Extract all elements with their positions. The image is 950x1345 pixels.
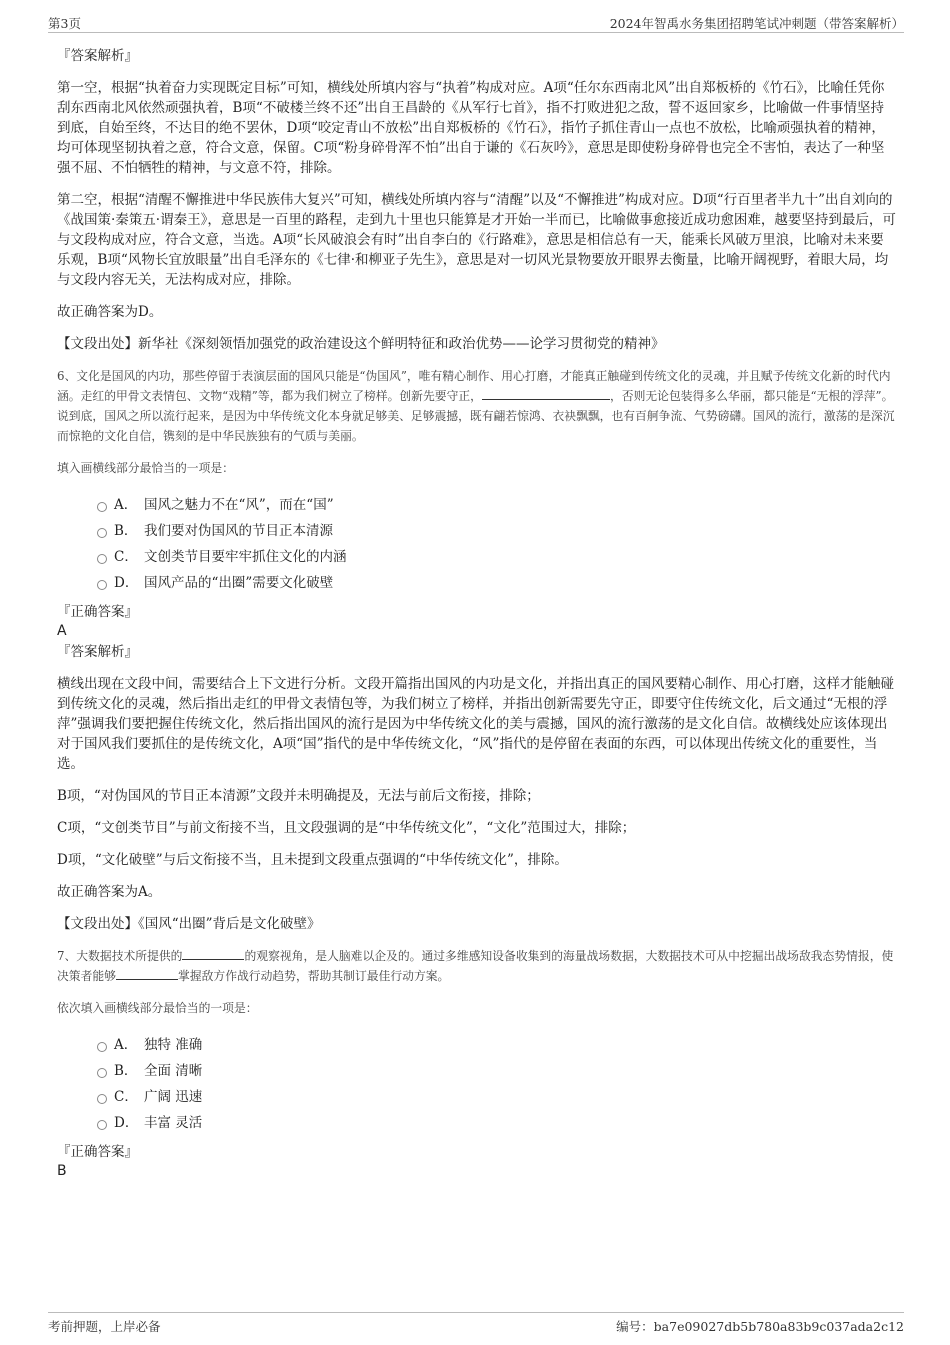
question-7-options xyxy=(57,1032,897,1136)
option-a[interactable] xyxy=(57,492,897,518)
option-b[interactable] xyxy=(57,1058,897,1084)
option-text: 国风之魅力不在“风”，而在“国” xyxy=(144,497,334,513)
source-note: 【文段出处】《国风“出圈”背后是文化破壁》 xyxy=(57,916,321,932)
question-text-part: 掌握敌方作战行动趋势，帮助其制订最佳行动方案。 xyxy=(178,969,450,983)
answer-blank xyxy=(116,967,178,980)
option-letter: A． xyxy=(114,1037,138,1053)
option-letter: B． xyxy=(114,1063,138,1079)
radio-icon[interactable] xyxy=(97,528,107,538)
option-letter: C． xyxy=(114,1089,138,1105)
analysis-paragraph: D项，“文化破壁”与后文衔接不当，且未提到文段重点强调的“中华传统文化”，排除。 xyxy=(57,852,568,868)
analysis-conclusion: 故正确答案为D。 xyxy=(57,304,163,320)
option-c[interactable] xyxy=(57,544,897,570)
option-d[interactable] xyxy=(57,1110,897,1136)
option-letter: B． xyxy=(114,523,138,539)
question-instruction: 依次填入画横线部分最恰当的一项是： xyxy=(57,1001,258,1015)
radio-icon[interactable] xyxy=(97,1042,107,1052)
analysis-paragraph: 第一空，根据“执着奋力实现既定目标”可知，横线处所填内容与“执着”构成对应。A项“任尔东西南北风”出自郑板桥的《竹石》，比喻任凭你刮东西南北风依然顽强执着，B项“不破楼兰终不还”出自王昌龄的《从军行七首》，指不打败进犯之敌，誓不返回家乡，比喻做一件事情坚持到底，自始至终，不达目的绝不罢休，D项“咬定青山不放松”出自郑板桥的《竹石》，指竹子抓住青山一点也不放松，比喻顽强执着的精神，均可体现坚韧执着之意，符合文意，保留。C项“粉身碎骨浑不怕”出自于谦的《石灰吟》，意思是即使粉身碎骨也完全不害怕，表达了一种坚强不屈、不怕牺牲的精神，与文意不符，排除。 xyxy=(57,80,885,176)
question-6-text xyxy=(57,366,897,446)
option-letter: C． xyxy=(114,549,138,565)
page-content xyxy=(57,46,897,1180)
correct-answer-label: 『正确答案』 xyxy=(57,1144,138,1160)
question-instruction: 填入画横线部分最恰当的一项是： xyxy=(57,461,234,475)
radio-icon[interactable] xyxy=(97,1120,107,1130)
analysis-paragraph: C项，“文创类节目”与前文衔接不当，且文段强调的是“中华传统文化”，“文化”范围过大，排除； xyxy=(57,820,636,836)
option-letter: A． xyxy=(114,497,138,513)
page-footer xyxy=(48,1312,904,1335)
option-text: 独特 准确 xyxy=(144,1037,203,1053)
option-d[interactable] xyxy=(57,570,897,596)
option-text: 丰富 灵活 xyxy=(144,1115,203,1131)
radio-icon[interactable] xyxy=(97,1068,107,1078)
option-text: 文创类节目要牢牢抓住文化的内涵 xyxy=(144,549,347,565)
source-note: 【文段出处】新华社《深刻领悟加强党的政治建设这个鲜明特征和政治优势——论学习贯彻党的精神》 xyxy=(57,336,665,352)
page-header xyxy=(48,12,904,33)
option-text: 全面 清晰 xyxy=(144,1063,203,1079)
analysis-conclusion: 故正确答案为A。 xyxy=(57,884,162,900)
analysis-paragraph: 第二空，根据“清醒不懈推进中华民族伟大复兴”可知，横线处所填内容与“清醒”以及“不懈推进”构成对应。D项“行百里者半九十”出自刘向的《战国策·秦策五·谓秦王》，意思是一百里的路程，走到九十里也只能算是才开始一半而已，比喻做事愈接近成功愈困难，越要坚持到最后，可与文段构成对应，符合文意，当选。A项“长风破浪会有时”出自李白的《行路难》，意思是相信总有一天，能乘长风破万里浪，比喻对未来要乐观，B项“风物长宜放眼量”出自毛泽东的《七律·和柳亚子先生》，意思是对一切风光景物要放开眼界去衡量，比喻开阔视野，着眼大局，均与文段内容无关，无法构成对应，排除。 xyxy=(57,192,896,288)
radio-icon[interactable] xyxy=(97,580,107,590)
option-text: 我们要对伪国风的节目正本清源 xyxy=(144,523,333,539)
correct-answer: A xyxy=(57,623,67,639)
option-b[interactable] xyxy=(57,518,897,544)
answer-blank xyxy=(182,947,244,960)
question-text-part: 6、文化是国风的内功，那些停留于表演层面的国风只能是“伪国风”，唯有精心制作、用心打磨，才能真正触碰到传统文化的灵魂，并且赋予传统文化新的时代内涵。走红的甲骨文表情包、文物“戏精”等，都为我们树立了榜样。创新先要守正， xyxy=(57,369,891,403)
option-letter: D． xyxy=(114,575,139,591)
question-text-part: 7、大数据技术所提供的 xyxy=(57,949,183,963)
question-6-options xyxy=(57,492,897,596)
option-text: 广阔 迅速 xyxy=(144,1089,203,1105)
option-c[interactable] xyxy=(57,1084,897,1110)
document-title: 2024年智禹水务集团招聘笔试冲刺题（带答案解析） xyxy=(609,16,904,31)
analysis-label: 『答案解析』 xyxy=(57,48,138,64)
option-text: 国风产品的“出圈”需要文化破壁 xyxy=(144,575,334,591)
question-text-part: 的观察视角，是人脑难以企及的。通过多维感知设备收集到的海量战场数据，大数据技术可从中挖掘出战场敌我态势情报，使决策者能够 xyxy=(57,949,894,983)
footer-slogan: 考前押题，上岸必备 xyxy=(48,1319,161,1334)
question-7-text xyxy=(57,946,897,986)
radio-icon[interactable] xyxy=(97,502,107,512)
option-a[interactable] xyxy=(57,1032,897,1058)
correct-answer-label: 『正确答案』 xyxy=(57,604,138,620)
radio-icon[interactable] xyxy=(97,1094,107,1104)
analysis-label: 『答案解析』 xyxy=(57,644,138,660)
correct-answer: B xyxy=(57,1163,67,1179)
analysis-paragraph: B项，“对伪国风的节目正本清源”文段并未明确提及，无法与前后文衔接，排除； xyxy=(57,788,540,804)
question-text-part: ，否则无论包装得多么华丽，都只能是“无根的浮萍”。说到底，国风之所以流行起来，是因为中华传统文化本身就足够美、足够震撼，既有翩若惊鸿、衣袂飘飘，也有百舸争流、气势磅礴。国风的流行，激荡的是深沉而惊艳的文化自信，镌刻的是中华民族独有的气质与美丽。 xyxy=(57,389,895,443)
answer-blank xyxy=(482,387,610,400)
option-letter: D． xyxy=(114,1115,139,1131)
radio-icon[interactable] xyxy=(97,554,107,564)
analysis-paragraph: 横线出现在文段中间，需要结合上下文进行分析。文段开篇指出国风的内功是文化，并指出真正的国风要精心制作、用心打磨，这样才能触碰到传统文化的灵魂，然后指出走红的甲骨文表情包等，为我们树立了榜样，并指出创新需要先守正，即要守住传统文化，后文通过“无根的浮萍”强调我们要把握住传统文化，然后指出国风的流行是因为中华传统文化的美与震撼，国风的流行激荡的是文化自信。故横线处应该体现出对于国风我们要抓住的是传统文化，A项“国”指代的是中华传统文化，“风”指代的是停留在表面的东西，可以体现出传统文化的重要性，当选。 xyxy=(57,676,894,772)
document-id: 编号：ba7e09027db5b780a83b9c037ada2c12 xyxy=(616,1319,904,1334)
page-number: 第3页 xyxy=(48,16,81,31)
